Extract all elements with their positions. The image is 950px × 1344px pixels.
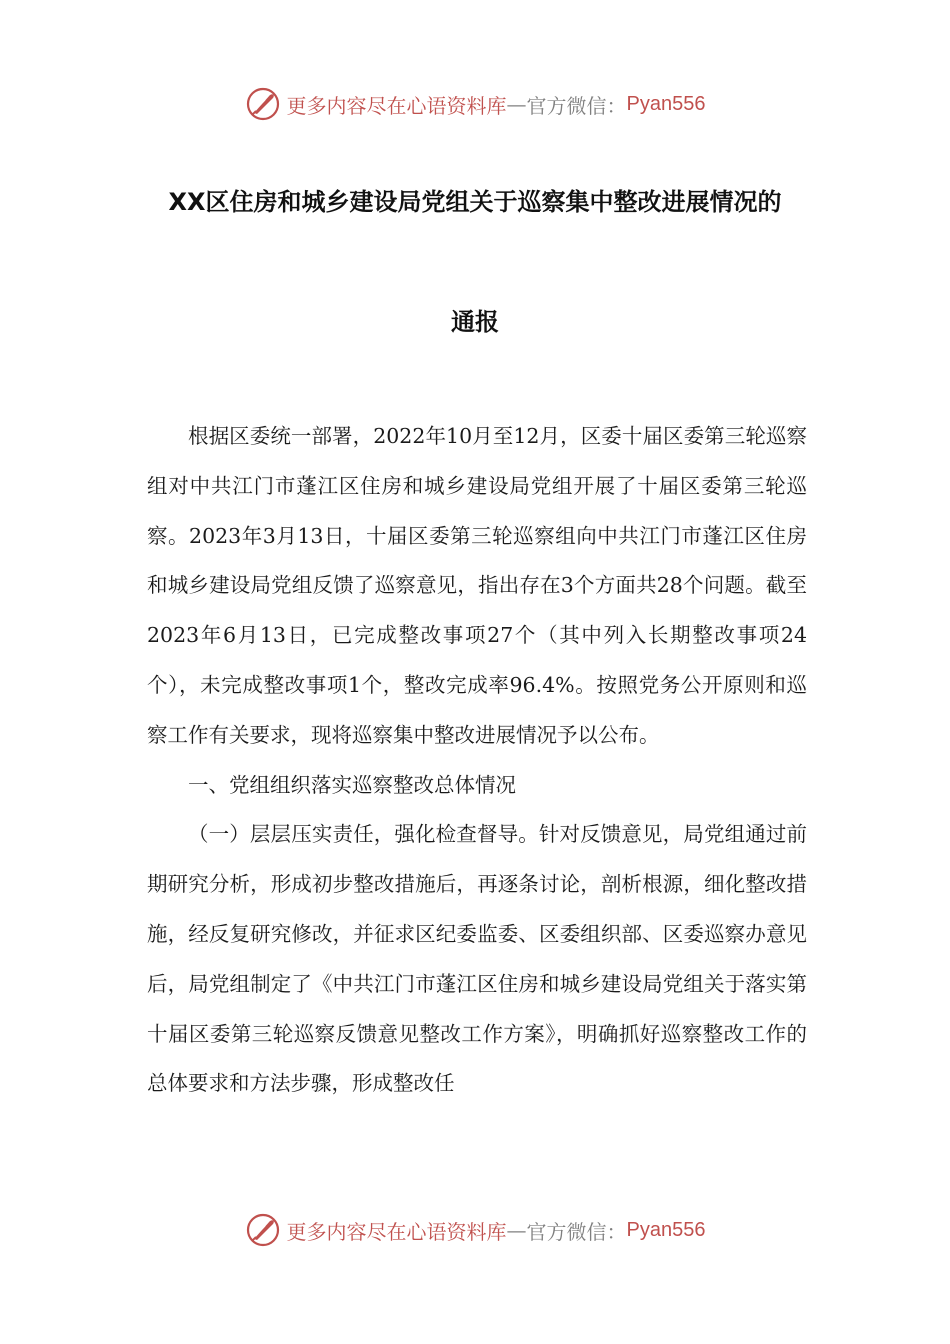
watermark-separator: — <box>506 1218 527 1242</box>
watermark-wechat-id: Pyan556 <box>626 92 706 115</box>
watermark-wechat-id: Pyan556 <box>626 1218 706 1241</box>
body-paragraph-intro: 根据区委统一部署，2022年10月至12月，区委十届区委第三轮巡察组对中共江门市蓬江区住房和城乡建设局党组开展了十届区委第三轮巡察。2023年3月13日，十届区委第三轮巡察组向中共江门市蓬江区住房和城乡建设局党组反馈了巡察意见，指出存在3个方面共28个问题。截至2023年6月13日，已完成整改事项27个（其中列入长期整改事项24个），未完成整改事项1个，整改完成率96.4%。按照党务公开原则和巡察工作有关要求，现将巡察集中整改进展情况予以公布。 <box>147 424 807 747</box>
document-title-line-2: 通报 <box>451 308 499 336</box>
quill-logo-icon <box>245 86 281 122</box>
watermark-separator: — <box>506 92 527 116</box>
watermark-brand: 更多内容尽在心语资料库 <box>286 93 507 118</box>
watermark-contact-label: 官方微信： <box>526 1219 627 1244</box>
watermark-contact-label: 官方微信： <box>526 93 627 118</box>
document-body <box>147 412 807 1109</box>
watermark-banner-bottom <box>0 1208 950 1252</box>
section-heading-1: 一、党组组织落实巡察整改总体情况 <box>188 772 516 797</box>
watermark-banner-top <box>0 82 950 126</box>
quill-logo-icon <box>245 1212 281 1248</box>
document-title-line-1: XX区住房和城乡建设局党组关于巡察集中整改进展情况的 <box>168 188 782 216</box>
body-paragraph-subsection-1: （一）层层压实责任，强化检查督导。针对反馈意见，局党组通过前期研究分析，形成初步整改措施后，再逐条讨论，剖析根源，细化整改措施，经反复研究修改，并征求区纪委监委、区委组织部、区委巡察办意见后，局党组制定了《中共江门市蓬江区住房和城乡建设局党组关于落实第十届区委第三轮巡察反馈意见整改工作方案》，明确抓好巡察整改工作的总体要求和方法步骤，形成整改任 <box>147 822 807 1096</box>
watermark-brand: 更多内容尽在心语资料库 <box>286 1219 507 1244</box>
